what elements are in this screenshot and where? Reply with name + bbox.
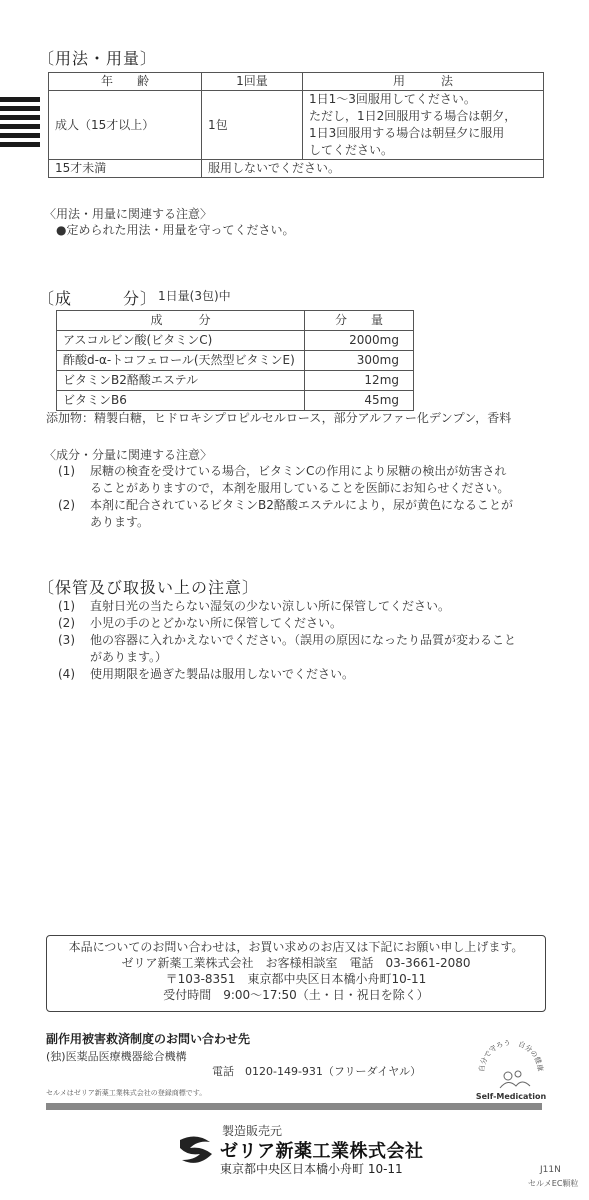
usage-table — [48, 72, 544, 178]
maker-name: ゼリア新薬工業株式会社 — [220, 1141, 424, 1162]
usage-header-age: 年 齢 — [49, 73, 202, 91]
table-row: ビタミンB6 45mg — [57, 391, 414, 411]
list-item: (2) 小児の手のとどかない所に保管してください。 — [58, 616, 343, 630]
usage-header-dose: 1回量 — [202, 73, 303, 91]
usage-method-adult: 1日1～3回服用してください。 ただし，1日2回服用する場合は朝夕， 1日3回服用する場合は朝昼夕に服用 してください。 — [303, 91, 544, 160]
table-row: 酢酸d-α-トコフェロール(天然型ビタミンE) 300mg — [57, 351, 414, 371]
trademark-note: セルメはゼリア新薬工業株式会社の登録商標です。 — [46, 1089, 207, 1097]
divider-bar — [46, 1103, 542, 1110]
relief-heading: 副作用被害救済制度のお問い合わせ先 — [46, 1032, 251, 1046]
zeria-logo-icon — [176, 1134, 216, 1166]
relief-org: (独)医薬品医療機器総合機構 — [46, 1050, 187, 1063]
table-row: ビタミンB2酪酸エステル 12mg — [57, 371, 414, 391]
usage-method-child: 服用しないでください。 — [202, 160, 544, 178]
usage-dose-adult: 1包 — [202, 91, 303, 160]
list-item: (4) 使用期限を過ぎた製品は服用しないでください。 — [58, 667, 355, 681]
usage-age-adult: 成人（15才以上） — [49, 91, 202, 160]
ingredients-notes: (1) 尿糖の検査を受けている場合，ビタミンCの作用により尿糖の検出が妨害され ることがありますので，本剤を服用していることを医師にお知らせください。 (2) 本剤に配合されているビタミンB2酪酸エステルにより，尿が黄色になることが あります。 — [58, 463, 558, 531]
additives: 添加物：精製白糖，ヒドロキシプロピルセルロース，部分アルファー化デンプン，香料 — [46, 411, 512, 425]
ingredients-note-heading: 〈成分・分量に関連する注意〉 — [44, 448, 213, 462]
self-medication-logo — [474, 1040, 548, 1101]
edge-bars — [0, 97, 40, 151]
ingredients-subtitle: 1日量(3包)中 — [158, 289, 231, 303]
ingredients-title: 〔成 分〕 — [38, 289, 158, 308]
maker-label: 製造販売元 — [222, 1124, 283, 1138]
list-item: (3) 他の容器に入れかえないでください。（誤用の原因になったり品質が変わること — [58, 633, 517, 647]
maker-address: 東京都中央区日本橋小舟町 10-11 — [220, 1162, 403, 1176]
usage-note: ●定められた用法・用量を守ってください。 — [56, 223, 295, 237]
storage-list: (1) 直射日光の当たらない湿気の少ない涼しい所に保管してください。 (2) 小児の手のとどかない所に保管してください。 (3) 他の容器に入れかえないでください。（誤用の原因になったり品質が変わること があります。） (4) 使用期限を過ぎた製品は服用しないでください。 — [58, 598, 558, 683]
usage-title: 〔用法・用量〕 — [38, 49, 158, 68]
ingredients-header-name: 成 分 — [57, 311, 305, 331]
self-medication-label: Self-Medication — [475, 1092, 547, 1101]
self-medication-arc-text: 自分で守ろう 自分の健康 — [477, 1040, 545, 1073]
ingredients-header-amount: 分 量 — [305, 311, 414, 331]
product-code: セルメEC顆粒 — [528, 1179, 579, 1188]
list-item: (1) 直射日光の当たらない湿気の少ない涼しい所に保管してください。 — [58, 599, 451, 613]
relief-phone: 電話 0120-149-931（フリーダイヤル） — [212, 1065, 422, 1078]
usage-age-child: 15才未満 — [49, 160, 202, 178]
list-item: (1) 尿糖の検査を受けている場合，ビタミンCの作用により尿糖の検出が妨害され — [58, 464, 507, 478]
lot-code: J11N — [540, 1165, 561, 1175]
storage-title: 〔保管及び取扱い上の注意〕 — [38, 578, 260, 597]
usage-header-method: 用 法 — [303, 73, 544, 91]
usage-note-heading: 〈用法・用量に関連する注意〉 — [44, 207, 213, 221]
table-row: アスコルビン酸(ビタミンC) 2000mg — [57, 331, 414, 351]
list-item: (2) 本剤に配合されているビタミンB2酪酸エステルにより，尿が黄色になることが — [58, 498, 514, 512]
contact-box: 本品についてのお問い合わせは，お買い求めのお店又は下記にお願い申し上げます。 ゼリア新薬工業株式会社 お客様相談室 電話 03-3661-2080 〒103-8351 東京都中央区日本橋小舟町10-11 受付時間 9:00～17:50（土・日・祝日を除く） — [46, 935, 546, 1012]
ingredients-table — [56, 310, 414, 411]
